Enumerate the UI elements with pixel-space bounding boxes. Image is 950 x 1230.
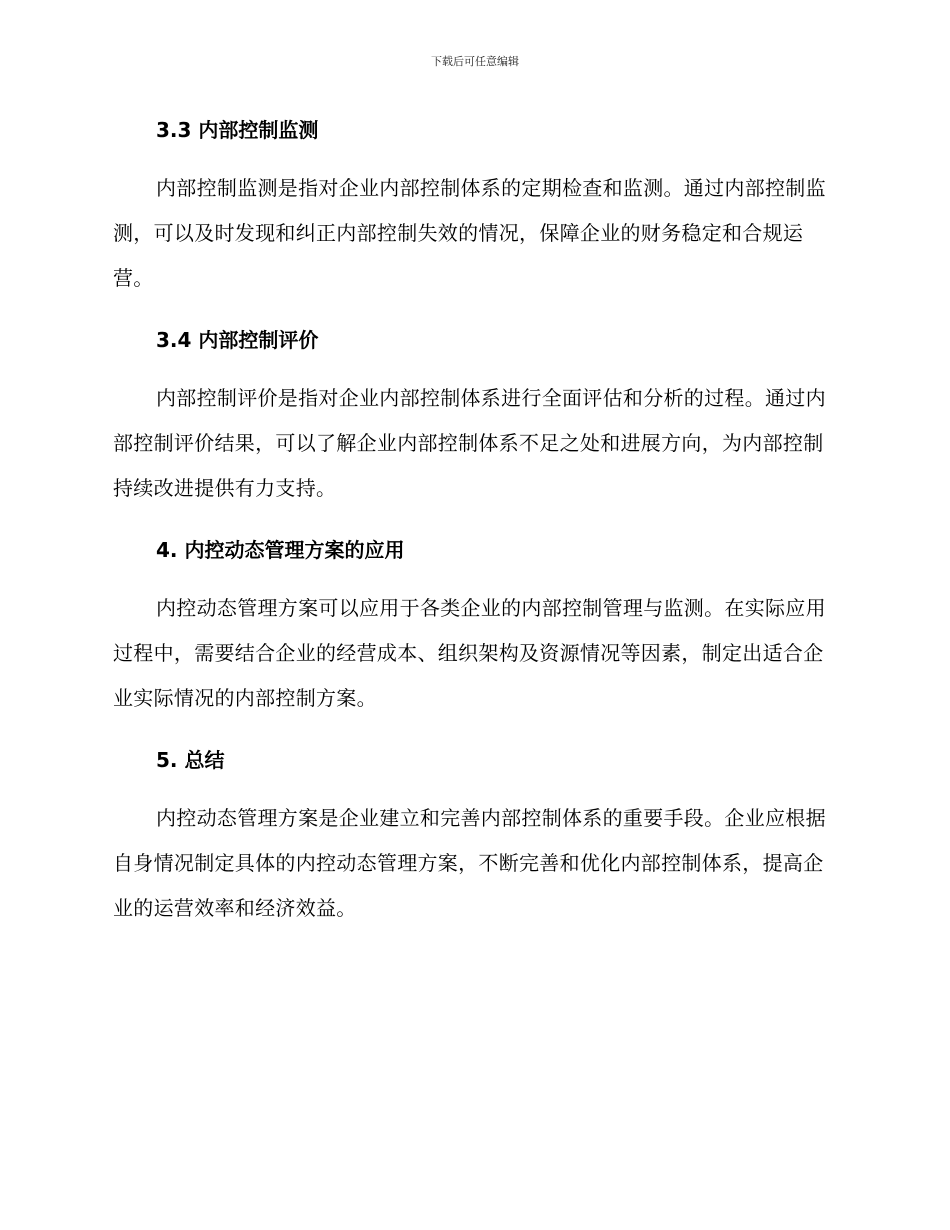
- section-heading-5: 5. 总结: [156, 748, 225, 772]
- section-paragraph-3-3: 内部控制监测是指对企业内部控制体系的定期检查和监测。通过内部控制监测，可以及时发现和纠正内部控制失效的情况，保障企业的财务稳定和合规运营。: [113, 176, 826, 290]
- section-paragraph-3-4: 内部控制评价是指对企业内部控制体系进行全面评估和分析的过程。通过内部控制评价结果，可以了解企业内部控制体系不足之处和进展方向，为内部控制持续改进提供有力支持。: [113, 386, 826, 500]
- section-heading-3-4: 3.4 内部控制评价: [156, 328, 319, 352]
- document-body: [113, 116, 833, 931]
- section-heading-3-3: 3.3 内部控制监测: [156, 118, 319, 142]
- section-paragraph-5: 内控动态管理方案是企业建立和完善内部控制体系的重要手段。企业应根据自身情况制定具体的内控动态管理方案，不断完善和优化内部控制体系，提高企业的运营效率和经济效益。: [113, 806, 826, 920]
- page-header-note: 下载后可任意编辑: [431, 55, 519, 68]
- section-heading-4: 4. 内控动态管理方案的应用: [156, 538, 405, 562]
- section-paragraph-4: 内控动态管理方案可以应用于各类企业的内部控制管理与监测。在实际应用过程中，需要结合企业的经营成本、组织架构及资源情况等因素，制定出适合企业实际情况的内部控制方案。: [113, 596, 826, 710]
